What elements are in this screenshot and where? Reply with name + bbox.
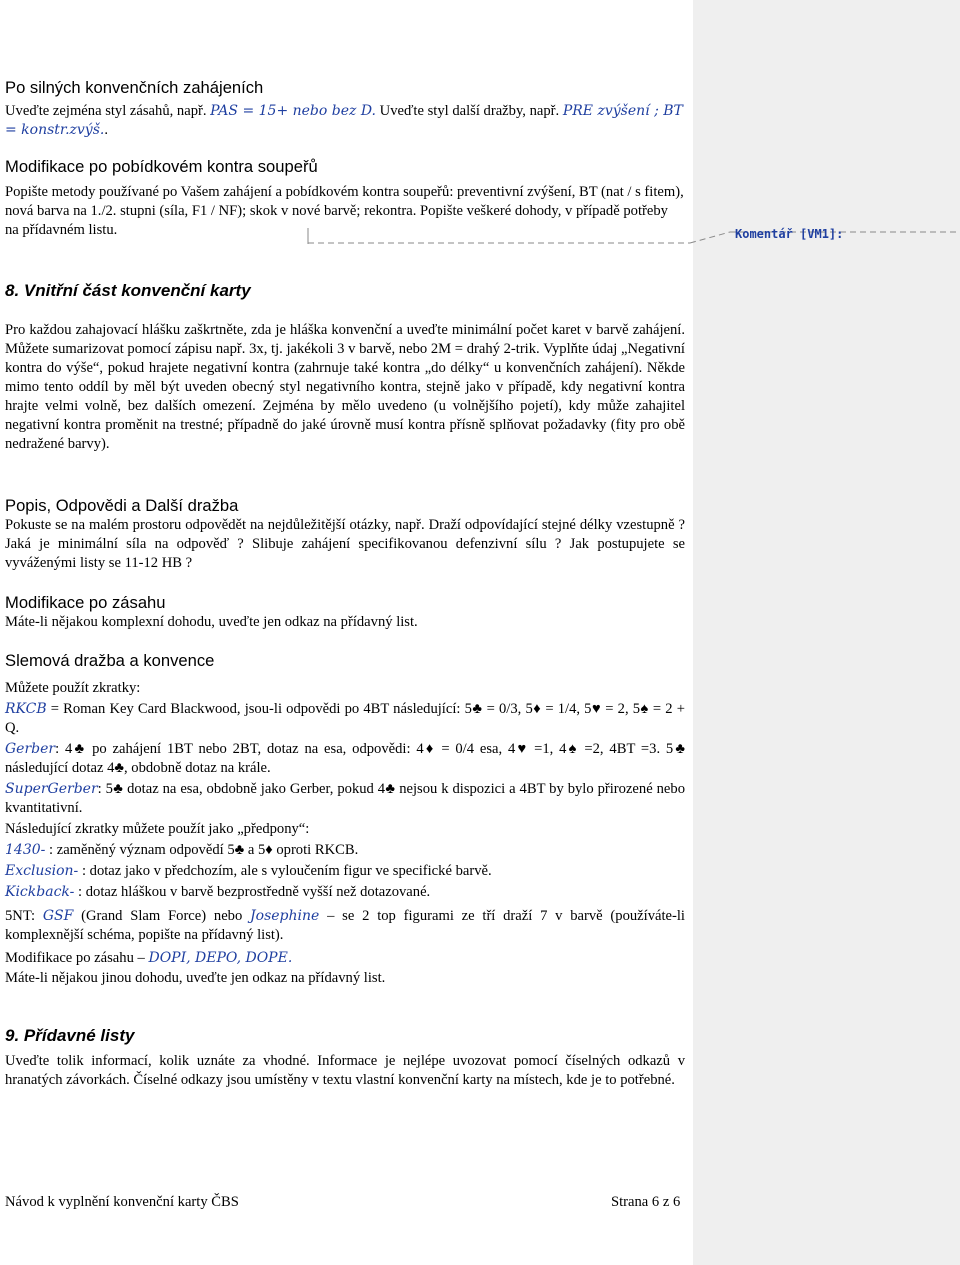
responses-text: Pokuste se na malém prostoru odpovědět na nejdůležitější otázky, např. Draží odpovídající stejné délky vzestupně ? Jaká je minimální síla na odpověď ? Slibuje zahájení specifikovanou defenzivní sílu ? Jak postupujete se vyváženými listy se 11-12 HB ?: [5, 517, 685, 571]
footer-page-number: Strana 6 z 6: [611, 1194, 681, 1210]
heading-responses: Popis, Odpovědi a Další dražba: [5, 496, 239, 515]
heading-section-9: 9. Přídavné listy: [5, 1026, 135, 1045]
slam-1430: 1430- : zaměněný význam odpovědí 5♣ a 5♦ oproti RKCB.: [5, 842, 359, 858]
section-responses: [5, 496, 685, 573]
slam-last: Máte-li nějakou jinou dohodu, uveďte jen odkaz na přídavný list.: [5, 970, 386, 986]
section-overcall: [5, 593, 685, 632]
section-takeout-double: [5, 157, 685, 240]
section-strong-openings: [5, 78, 685, 140]
heading-takeout-double: Modifikace po pobídkovém kontra soupeřů: [5, 157, 318, 176]
section-8-text: Pro každou zahajovací hlášku zaškrtněte, zda je hláška konvenční a uveďte minimální počet karet v barvě zahájení. Můžete sumarizovat pomocí zápisu např. 3x, tj. jakékoli 3 v barvě, nebo 2M = drahý 2-trik. Vyplňte údaj „Negativní kontra do výše“, pokud hrajete negativní kontra (zahrnuje také kontra „do délky“ u konvenčních zahájení). Někde mimo tento oddíl by měl být uveden obecný styl negativního kontra, stejně jako v případě, kdy negativní kontra hrajte velmi volně, bez dalších omezení. Zejména by mělo uvedeno (u volnějšího pojetí), kdy může zahajitel negativní kontra proměnit na trestné; případně do jaké úrovně musí kontra přísně splňovat požadavky (fity pro obě nedražené barvy).: [5, 322, 685, 452]
slam-gerber: Gerber: 4♣ po zahájení 1BT nebo 2BT, dotaz na esa, odpovědi: 4♦ = 0/4 esa, 4♥ =1, 4♠ =2, 4BT =3. 5♣ následující dotaz 4♣, obdobně dotaz na krále.: [5, 741, 685, 776]
slam-exclusion: Exclusion- : dotaz jako v předchozím, ale s vyloučením figur ve specifické barvě.: [5, 863, 492, 879]
heading-overcall: Modifikace po zásahu: [5, 593, 166, 612]
slam-intro: Můžete použít zkratky:: [5, 680, 141, 696]
heading-section-8: 8. Vnitřní část konvenční karty: [5, 281, 251, 300]
section-slam: [5, 651, 685, 988]
slam-modification: Modifikace po zásahu – DOPI, DEPO, DOPE.: [5, 950, 293, 966]
slam-kickback: Kickback- : dotaz hláškou v barvě bezprostředně vyšší než dotazované.: [5, 884, 431, 900]
slam-supergerber: SuperGerber: 5♣ dotaz na esa, obdobně jako Gerber, pokud 4♣ nejsou k dispozici a 4BT by bylo přirozené nebo kvantitativní.: [5, 781, 685, 816]
heading-strong-openings: Po silných konvenčních zahájeních: [5, 78, 264, 97]
heading-slam: Slemová dražba a konvence: [5, 651, 215, 670]
section-8: [5, 281, 685, 454]
footer-title: Návod k vyplnění konvenční karty ČBS: [5, 1194, 239, 1210]
section-9-text: Uveďte tolik informací, kolik uznáte za vhodné. Informace je nejlépe uvozovat pomocí číselných odkazů v hranatých závorkách. Číselné odkazy jsou umístěny v textu vlastní konvenční karty na místech, kde je to potřebné.: [5, 1053, 685, 1088]
slam-gsf: 5NT: GSF (Grand Slam Force) nebo Josephine – se 2 top figurami ze tří draží 7 v barvě (používáte-li komplexnější schéma, popište na přídavný list).: [5, 908, 685, 943]
section-9: [5, 1026, 685, 1090]
strong-openings-text: Uveďte zejména styl zásahů, např. PAS = 15+ nebo bez D. Uveďte styl další dražby, např. PRE zvýšení ; BT = konstr.zvýš..: [5, 103, 683, 138]
slam-rkcb: RKCB = Roman Key Card Blackwood, jsou-li odpovědi po 4BT následující: 5♣ = 0/3, 5♦ = 1/4, 5♥ = 2, 5♠ = 2 + Q.: [5, 701, 685, 736]
takeout-double-text: Popište metody používané po Vašem zahájení a pobídkovém kontra soupeřů: preventivní zvýšení, BT (nat / s fitem), nová barva na 1./2. stupni (síla, F1 / NF); skok v nové barvě; rekontra. Popište veškeré dohody, v případě potřeby na přídavném listu.: [5, 184, 684, 238]
comment-label[interactable]: Komentář [VM1]:: [735, 227, 844, 241]
overcall-text: Máte-li nějakou komplexní dohodu, uveďte jen odkaz na přídavný list.: [5, 614, 418, 630]
slam-prefix-intro: Následující zkratky můžete použít jako „předpony“:: [5, 821, 310, 837]
